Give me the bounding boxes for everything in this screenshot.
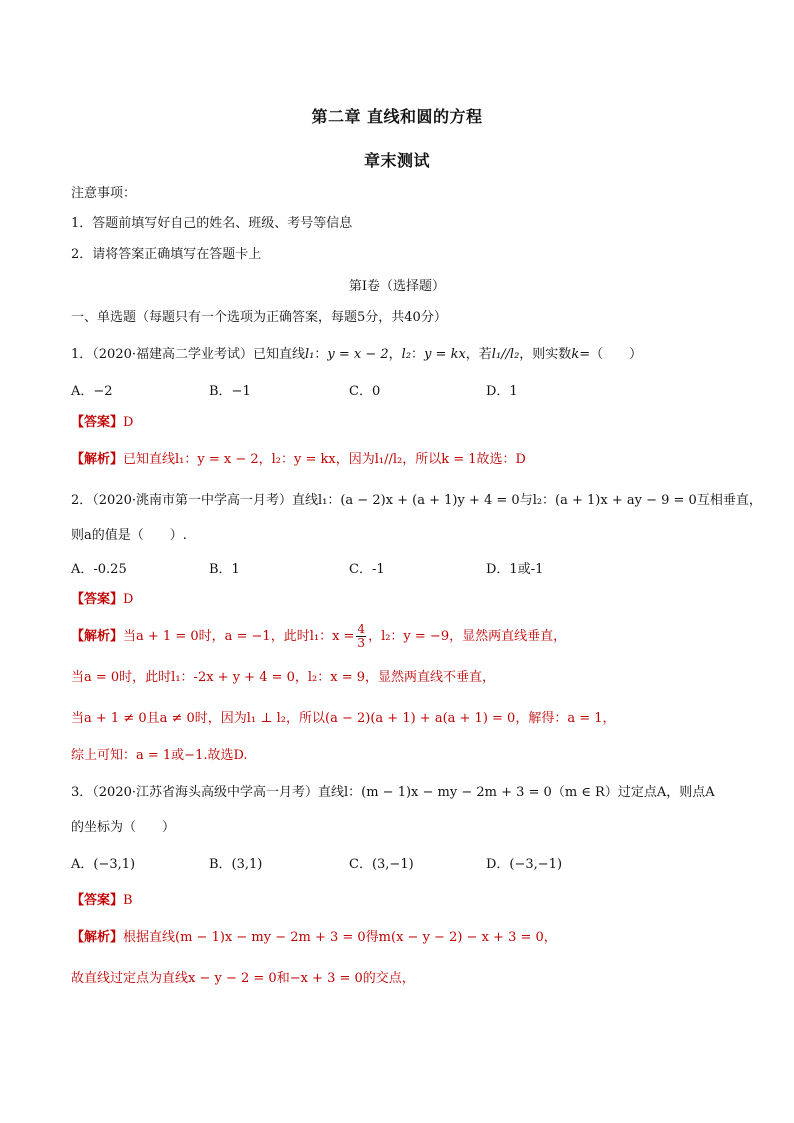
q2-analysis-line-b: 当a = 0时，此时l₁：-2x + y + 4 = 0，l₂：x = 9，显然两直线不垂直， xyxy=(71,670,496,685)
answer-tag: 【答案】 xyxy=(71,415,124,430)
chapter-title: 第二章 直线和圆的方程 xyxy=(311,107,483,126)
question-2-options xyxy=(71,560,734,580)
note-item-2: 2．请将答案正确填写在答题卡上 xyxy=(71,247,262,262)
answer-tag: 【答案】 xyxy=(71,893,124,908)
q1-eq1: y = x − 2 xyxy=(327,347,389,362)
q3-option-c: C．(3,−1) xyxy=(349,857,414,872)
q1-sep: ， xyxy=(388,347,402,362)
fraction-four-thirds xyxy=(356,623,366,650)
q3-analysis-line-b: 故直线过定点为直线x − y − 2 = 0和−x + 3 = 0的交点， xyxy=(71,971,415,986)
q2-option-b: B．1 xyxy=(209,562,240,577)
q1-k: k xyxy=(571,347,580,362)
fraction-numerator: 4 xyxy=(357,622,366,636)
q2-analysis-post: ，l₂：y = −9，显然两直线垂直， xyxy=(368,629,567,644)
q2-option-c: C．-1 xyxy=(349,562,385,577)
q1-option-b: B．−1 xyxy=(209,384,251,399)
q2-analysis-line-d: 综上可知：a = 1或−1.故选D. xyxy=(71,748,248,763)
q1-option-a: A．−2 xyxy=(71,384,113,399)
q2-analysis-line-c: 当a + 1 ≠ 0且a ≠ 0时，因为l₁ ⊥ l₂，所以(a − 2)(a + 1) + a(a + 1) = 0，解得：a = 1， xyxy=(71,711,616,726)
fraction-denominator: 3 xyxy=(357,636,366,650)
q1-answer xyxy=(71,413,734,433)
question-3-stem-line2: 的坐标为（ ） xyxy=(71,820,176,835)
q1-tail: =（ ） xyxy=(579,347,643,362)
q1-option-c: C．0 xyxy=(349,384,381,399)
q1-l1: l₁ xyxy=(305,347,315,362)
volume-heading: 第I卷（选择题） xyxy=(348,279,446,294)
q1-cond-pre: ，若 xyxy=(465,347,492,362)
q3-analysis-text: 根据直线(m − 1)x − my − 2m + 3 = 0得m(x − y − 2) − x + 3 = 0， xyxy=(123,930,557,945)
q3-option-b: B．(3,1) xyxy=(209,857,263,872)
q1-option-d: D．1 xyxy=(486,384,518,399)
note-item-1: 1．答题前填写好自己的姓名、班级、考号等信息 xyxy=(71,216,353,231)
chapter-subtitle: 章末测试 xyxy=(363,151,430,170)
q1-analysis-text: 已知直线l₁：y = x − 2，l₂：y = kx，因为l₁//l₂，所以k = 1故选：D xyxy=(123,452,526,467)
q3-answer-value: B xyxy=(123,893,133,908)
q2-answer-value: D xyxy=(123,592,134,607)
q2-answer xyxy=(71,590,734,610)
q3-option-d: D．(−3,−1) xyxy=(486,857,563,872)
question-2-stem-line1: 2．（2020·洮南市第一中学高一月考）直线l₁：(a − 2)x + (a + 1)y + 4 = 0与l₂：(a + 1)x + ay − 9 = 0互相垂直， xyxy=(71,493,762,508)
q2-analysis-pre: 当a + 1 = 0时，a = −1，此时l₁：x = xyxy=(123,629,355,644)
q1-eq2: y = kx xyxy=(424,347,466,362)
q3-analysis xyxy=(71,928,734,948)
q3-answer xyxy=(71,891,734,911)
q1-analysis xyxy=(71,450,734,470)
analysis-tag: 【解析】 xyxy=(71,452,124,467)
q3-option-a: A．(−3,1) xyxy=(71,857,136,872)
q1-l2: l₂ xyxy=(401,347,412,362)
question-3-stem-line1: 3．（2020·江苏省海头高级中学高一月考）直线l：(m − 1)x − my − 2m + 3 = 0（m ∈ R）过定点A，则点A xyxy=(71,785,715,800)
q1-ask: ，则实数 xyxy=(519,347,572,362)
answer-tag: 【答案】 xyxy=(71,592,124,607)
q2-option-d: D．1或-1 xyxy=(486,562,544,577)
question-1-options xyxy=(71,382,734,402)
q1-cond: l₁//l₂ xyxy=(491,347,520,362)
analysis-tag: 【解析】 xyxy=(71,629,124,644)
q1-answer-value: D xyxy=(123,415,134,430)
question-2-stem-line2: 则a的值是（ ）. xyxy=(71,528,187,543)
section-heading: 一、单选题（每题只有一个选项为正确答案，每题5分，共40分） xyxy=(71,310,447,325)
notes-heading: 注意事项： xyxy=(71,186,137,201)
q2-analysis xyxy=(71,623,734,650)
analysis-tag: 【解析】 xyxy=(71,930,124,945)
q2-option-a: A．-0.25 xyxy=(71,562,127,577)
question-3-options xyxy=(71,855,734,875)
question-1-stem: 1．（2020·福建高二学业考试）已知直线l₁：y = x − 2，l₂：y = kx，若l₁//l₂，则实数k=（ ） xyxy=(71,347,643,362)
q1-source: 1．（2020·福建高二学业考试）已知直线 xyxy=(71,347,305,362)
